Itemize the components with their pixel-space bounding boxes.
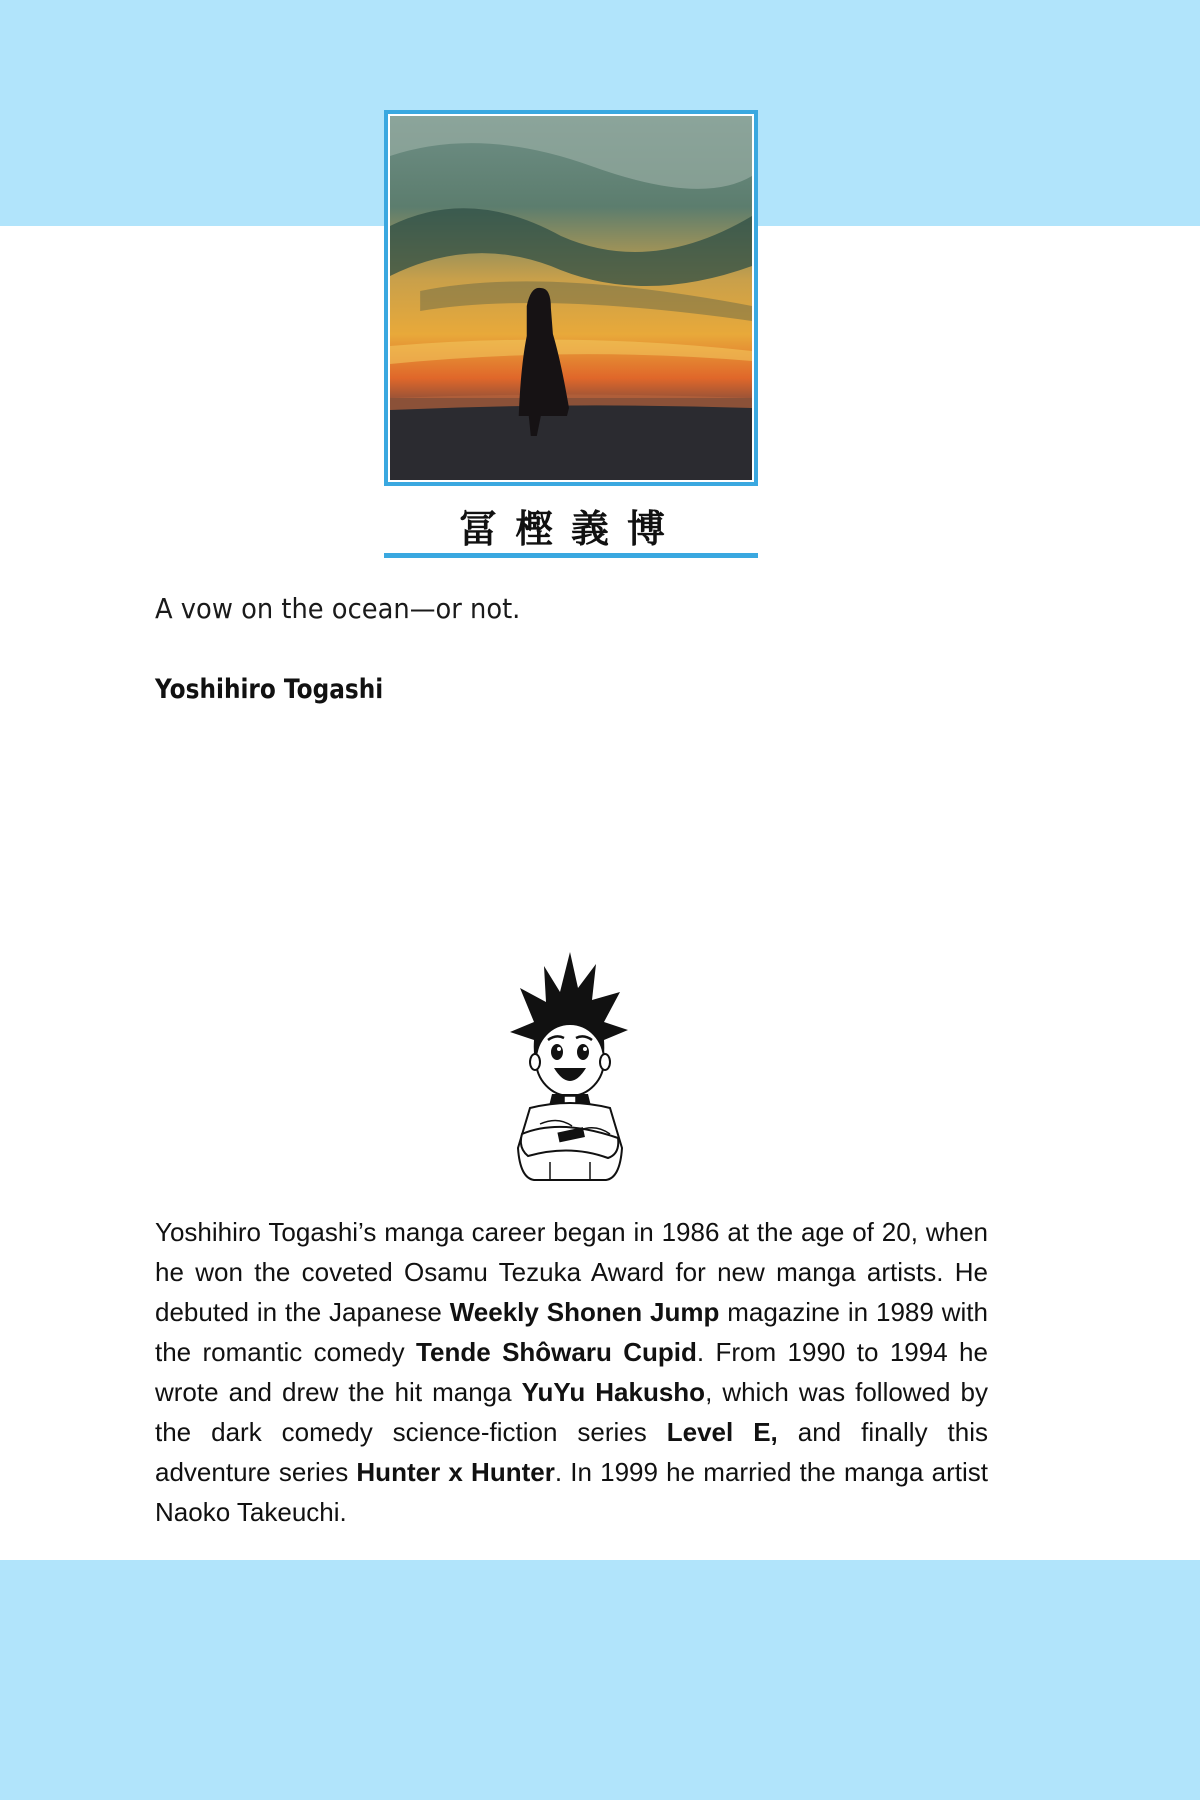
bio-text-5: and finally this adventure series bbox=[155, 1417, 989, 1487]
author-biography bbox=[155, 1212, 988, 1532]
author-signature: Yoshihiro Togashi bbox=[155, 674, 384, 705]
bio-title-weekly-shonen-jump: Weekly Shonen Jump bbox=[449, 1297, 720, 1327]
bio-title-yuyu-hakusho: YuYu Hakusho bbox=[521, 1377, 706, 1407]
author-comment: A vow on the ocean—or not. bbox=[155, 592, 521, 625]
bio-text-1: Yoshihiro Togashi’s manga career began in 1986 at the age of 20, when he won the coveted Osamu Tezuka Award for new manga artists. He debuted in the Japanese bbox=[155, 1217, 988, 1327]
bio-text-4: , which was followed by the dark comedy science-fiction series bbox=[155, 1377, 988, 1447]
sunset-photo bbox=[384, 110, 758, 486]
japanese-author-name: 冨樫義博 bbox=[458, 507, 683, 551]
bio-title-level-e: Level E, bbox=[666, 1417, 778, 1447]
bottom-color-band bbox=[0, 1560, 1200, 1800]
sunset-silhouette-icon bbox=[390, 116, 752, 480]
bio-text-6: . In 1999 he married the manga artist Naoko Takeuchi. bbox=[155, 1457, 988, 1527]
author-portrait-icon bbox=[500, 948, 640, 1184]
bio-text-3: . From 1990 to 1994 he wrote and drew the hit manga bbox=[155, 1337, 988, 1407]
title-underline bbox=[384, 553, 758, 558]
bio-title-hunter-x-hunter: Hunter x Hunter bbox=[356, 1457, 555, 1487]
bio-title-tende-showaru-cupid: Tende Shôwaru Cupid bbox=[416, 1337, 697, 1367]
bio-text-2: magazine in 1989 with the romantic comedy bbox=[155, 1297, 988, 1367]
